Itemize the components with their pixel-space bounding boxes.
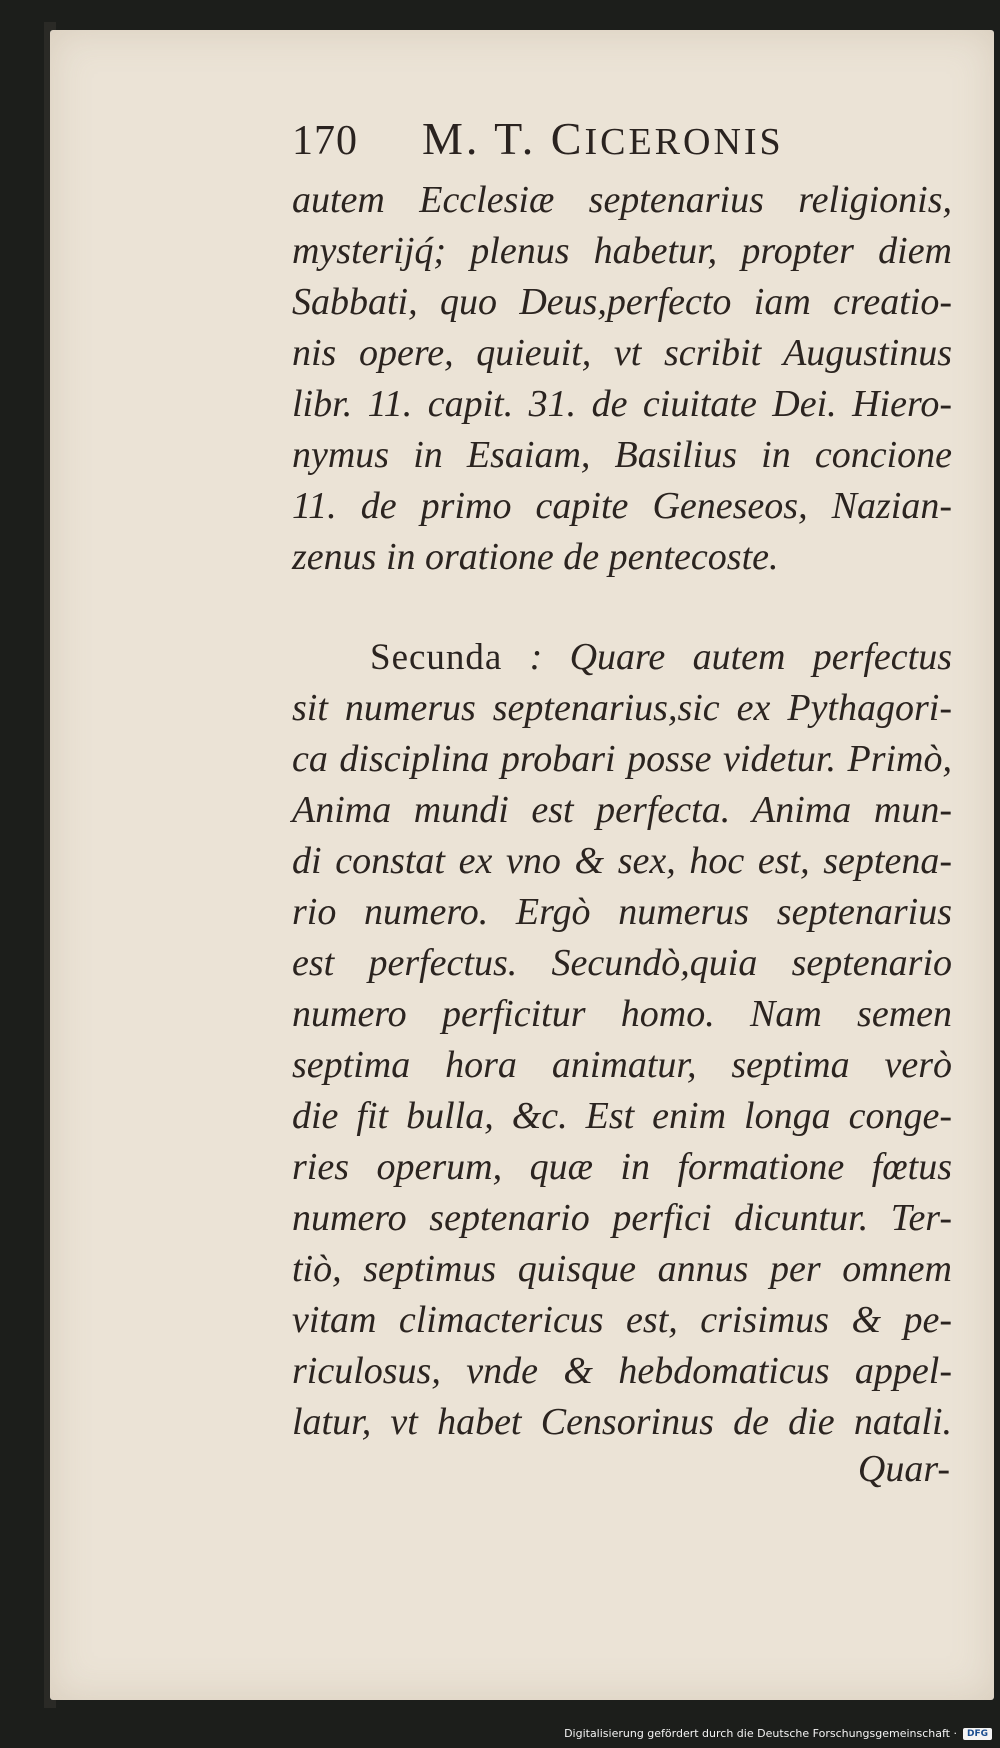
text-line: sit numerus septenarius,sic ex Pythagori- [292, 687, 952, 729]
text-line: septima hora animatur, septima verò [292, 1044, 952, 1086]
paragraph-2 [292, 632, 952, 1448]
catchword: Quar- [857, 1448, 950, 1490]
text-line-first [292, 632, 952, 683]
text-line: nis opere, quieuit, vt scribit Augustinus [292, 332, 952, 374]
text-line: Anima mundi est perfecta. Anima mun- [292, 789, 952, 831]
digitization-footer [564, 1727, 992, 1740]
text-line: di constat ex vno & sex, hoc est, septena- [292, 840, 952, 882]
text-line: libr. 11. capit. 31. de ciuitate Dei. Hiero- [292, 383, 952, 425]
running-head-prefix: M. T. C [422, 113, 585, 164]
first-line-rest: : Quare autem perfectus [529, 636, 953, 678]
paragraph-1 [292, 175, 952, 583]
running-head [422, 112, 784, 165]
text-line: vitam climactericus est, crisimus & pe- [292, 1299, 952, 1341]
text-line: numero septenario perfici dicuntur. Ter- [292, 1197, 952, 1239]
text-line: est perfectus. Secundò,quia septenario [292, 942, 952, 984]
text-line: zenus in oratione de pentecoste. [292, 536, 779, 578]
text-line: die fit bulla, &c. Est enim longa conge- [292, 1095, 952, 1137]
text-line: riculosus, vnde & hebdomaticus appel- [292, 1350, 952, 1392]
page-number: 170 [292, 118, 358, 164]
text-line: Sabbati, quo Deus,perfecto iam creatio- [292, 281, 952, 323]
page-header [292, 112, 784, 165]
text-line: rio numero. Ergò numerus septenarius [292, 891, 952, 933]
text-line: latur, vt habet Censorinus de die natali. [292, 1401, 952, 1443]
dfg-logo-icon: DFG [963, 1728, 992, 1740]
text-line: 11. de primo capite Geneseos, Nazian- [292, 485, 952, 527]
running-head-rest: ICERONIS [584, 121, 784, 163]
text-line: autem Ecclesiæ septenarius religionis, [292, 179, 952, 221]
text-line: mysterijq́; plenus habetur, propter diem [292, 230, 952, 272]
text-line: ries operum, quæ in formatione fœtus [292, 1146, 952, 1188]
text-line: numero perficitur homo. Nam semen [292, 993, 952, 1035]
footer-text: Digitalisierung gefördert durch die Deutsche Forschungsgemeinschaft · [564, 1727, 957, 1740]
text-line: nymus in Esaiam, Basilius in concione [292, 434, 952, 476]
text-line: ca disciplina probari posse videtur. Primò, [292, 738, 952, 780]
paragraph-lead: Secunda [370, 637, 503, 678]
text-line: tiò, septimus quisque annus per omnem [292, 1248, 952, 1290]
